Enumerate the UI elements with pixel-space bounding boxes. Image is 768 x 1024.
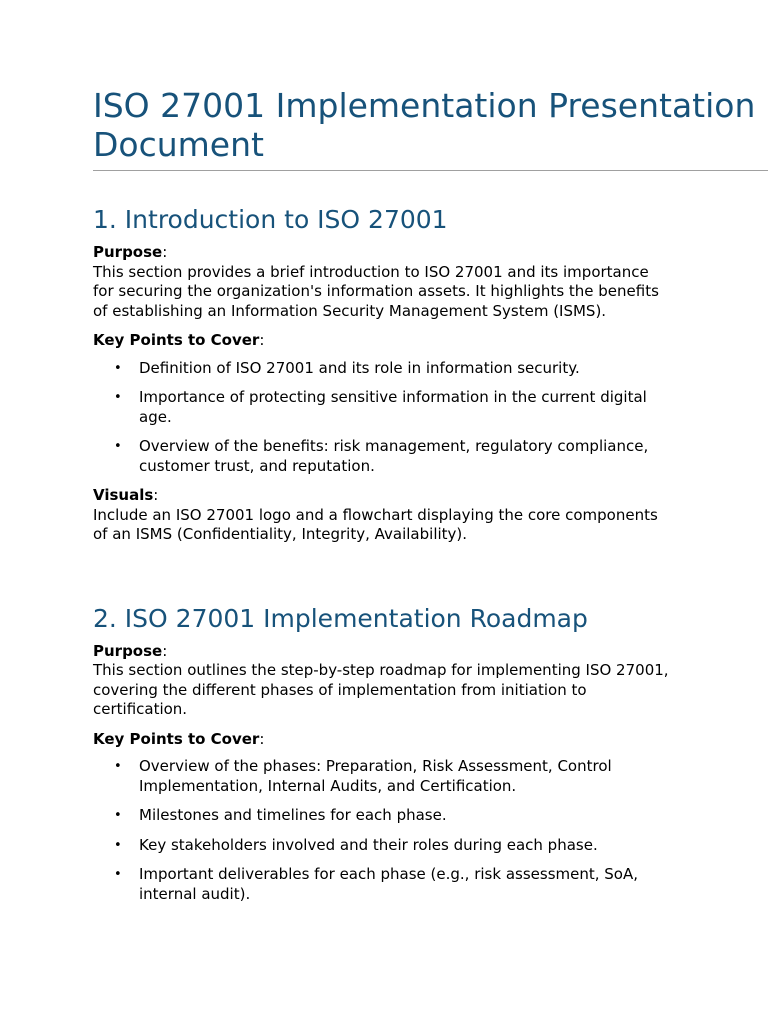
bullet-icon: •	[114, 867, 122, 882]
label-colon: :	[153, 486, 159, 504]
list-item	[93, 359, 669, 379]
list-item	[93, 865, 669, 904]
title-divider	[93, 170, 768, 171]
label-colon: :	[162, 641, 168, 660]
purpose-label: Purpose	[93, 243, 163, 261]
list-item-text: Overview of the phases: Preparation, Risk Assessment, Control Implementation, Internal Audits, and Certification.	[139, 757, 612, 795]
label-colon: :	[259, 331, 265, 349]
list-item	[93, 437, 669, 476]
key-points-label-line	[93, 730, 768, 750]
purpose-label-line	[93, 243, 768, 263]
bullet-icon: •	[114, 439, 122, 454]
section-heading: 2. ISO 27001 Implementation Roadmap	[93, 603, 588, 633]
bullet-icon: •	[114, 390, 122, 405]
document-title: ISO 27001 Implementation Presentation Document	[93, 86, 756, 164]
label-colon: :	[162, 243, 168, 261]
list-item-text: Important deliverables for each phase (e.g., risk assessment, SoA, internal audit).	[139, 865, 638, 903]
visuals-label: Visuals	[93, 486, 154, 504]
key-points-label: Key Points to Cover	[93, 331, 260, 349]
purpose-text: This section provides a brief introduction to ISO 27001 and its importance for securing the organization's information assets. It highlights the benefits of establishing an Information Security Management System (ISMS).	[93, 262, 659, 320]
section-heading: 1. Introduction to ISO 27001	[93, 205, 448, 234]
purpose-label: Purpose	[93, 641, 163, 660]
section-introduction	[93, 205, 768, 545]
visuals-label-line	[93, 486, 768, 506]
purpose-label-line	[93, 642, 768, 662]
key-points-label-line	[93, 331, 768, 351]
list-item-text: Importance of protecting sensitive information in the current digital age.	[139, 388, 647, 426]
key-points-label: Key Points to Cover	[93, 729, 260, 748]
purpose-text: This section outlines the step-by-step roadmap for implementing ISO 27001, covering the different phases of implementation from initiation to certification.	[93, 661, 669, 718]
bullet-icon: •	[114, 759, 122, 774]
list-item	[93, 836, 669, 856]
key-points-list	[93, 359, 768, 477]
list-item	[93, 806, 669, 826]
visuals-text: Include an ISO 27001 logo and a flowchart displaying the core components of an ISMS (Confidentiality, Integrity, Availability).	[93, 505, 658, 543]
list-item	[93, 388, 669, 427]
key-points-list	[93, 757, 768, 904]
bullet-icon: •	[114, 808, 122, 823]
list-item	[93, 757, 669, 796]
bullet-icon: •	[114, 360, 122, 376]
section-roadmap	[93, 604, 768, 905]
list-item-text: Overview of the benefits: risk management, regulatory compliance, customer trust, and reputation.	[139, 437, 649, 475]
list-item-text: Definition of ISO 27001 and its role in information security.	[139, 358, 580, 377]
bullet-icon: •	[114, 837, 122, 853]
label-colon: :	[259, 729, 265, 748]
document-page	[93, 86, 768, 904]
list-item-text: Key stakeholders involved and their roles during each phase.	[139, 835, 598, 854]
list-item-text: Milestones and timelines for each phase.	[139, 806, 447, 824]
